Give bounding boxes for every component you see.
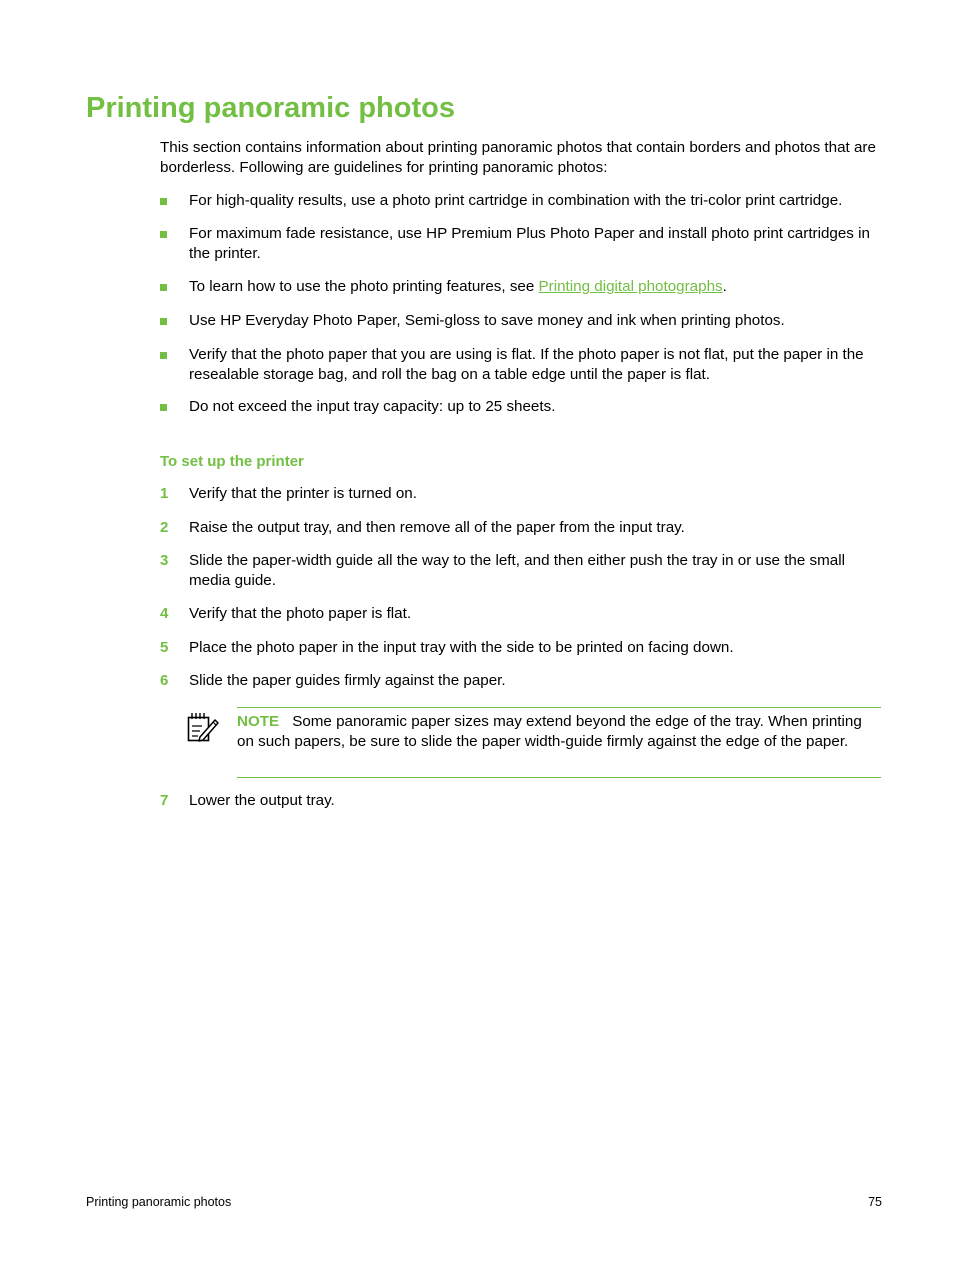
step-number: 4 xyxy=(160,605,169,622)
bullet-item xyxy=(160,277,882,297)
step-text: Verify that the photo paper is flat. xyxy=(189,605,412,622)
square-bullet-icon xyxy=(160,231,167,238)
bullet-item xyxy=(160,191,882,211)
bullet-item xyxy=(160,224,882,263)
square-bullet-icon xyxy=(160,404,167,411)
section-subheading: To set up the printer xyxy=(160,453,304,470)
step-text: Verify that the printer is turned on. xyxy=(189,485,417,502)
square-bullet-icon xyxy=(160,352,167,359)
note-box xyxy=(186,707,881,778)
step-text: Slide the paper-width guide all the way to the left, and then either push the tray in or use the small media guide. xyxy=(189,552,845,589)
note-top-rule xyxy=(237,707,881,708)
bullet-item xyxy=(160,311,882,331)
bullet-item xyxy=(160,397,882,417)
square-bullet-icon xyxy=(160,284,167,291)
square-bullet-icon xyxy=(160,318,167,325)
step-number: 5 xyxy=(160,639,169,656)
bullet-text: Use HP Everyday Photo Paper, Semi-gloss to save money and ink when printing photos. xyxy=(189,312,785,329)
bullet-item xyxy=(160,345,882,384)
note-label: NOTE xyxy=(237,713,280,730)
note-pad-pencil-icon xyxy=(186,711,220,743)
note-text-block xyxy=(237,712,877,751)
step-item xyxy=(160,484,882,504)
step-text: Raise the output tray, and then remove all of the paper from the input tray. xyxy=(189,519,685,536)
step-item xyxy=(160,518,882,538)
footer-section-title: Printing panoramic photos xyxy=(86,1195,232,1209)
step-number: 2 xyxy=(160,519,169,536)
bullet-text: For maximum fade resistance, use HP Premium Plus Photo Paper and install photo print cartridges in the printer. xyxy=(189,225,870,262)
step-item xyxy=(160,638,882,658)
bullet-text-before: To learn how to use the photo printing features, see xyxy=(189,278,539,295)
note-text: Some panoramic paper sizes may extend beyond the edge of the tray. When printing on such papers, be sure to slide the paper width-guide firmly against the edge of the paper. xyxy=(237,713,862,750)
step-item xyxy=(160,604,882,624)
printing-digital-photographs-link[interactable]: Printing digital photographs xyxy=(538,278,723,295)
bullet-text-after: . xyxy=(722,278,727,295)
step-text: Place the photo paper in the input tray with the side to be printed on facing down. xyxy=(189,639,734,656)
footer-page-number: 75 xyxy=(868,1195,882,1209)
step-number: 6 xyxy=(160,672,169,689)
bullet-text xyxy=(189,277,882,297)
step-number: 7 xyxy=(160,792,169,809)
step-item xyxy=(160,551,882,590)
intro-paragraph: This section contains information about printing panoramic photos that contain borders and photos that are borderless. Following are guidelines for printing panoramic photos: xyxy=(160,139,876,176)
step-number: 1 xyxy=(160,485,169,502)
step-text: Slide the paper guides firmly against the paper. xyxy=(189,672,506,689)
step-number: 3 xyxy=(160,552,169,569)
bullet-text: Do not exceed the input tray capacity: up to 25 sheets. xyxy=(189,398,556,415)
step-item xyxy=(160,671,882,691)
step-item xyxy=(160,791,882,811)
bullet-text: For high-quality results, use a photo print cartridge in combination with the tri-color print cartridge. xyxy=(189,192,843,209)
bullet-text: Verify that the photo paper that you are using is flat. If the photo paper is not flat, put the paper in the resealable storage bag, and roll the bag on a table edge until the paper is flat. xyxy=(189,346,864,383)
square-bullet-icon xyxy=(160,198,167,205)
page-title: Printing panoramic photos xyxy=(86,92,455,124)
step-text: Lower the output tray. xyxy=(189,792,335,809)
note-bottom-rule xyxy=(237,777,881,778)
